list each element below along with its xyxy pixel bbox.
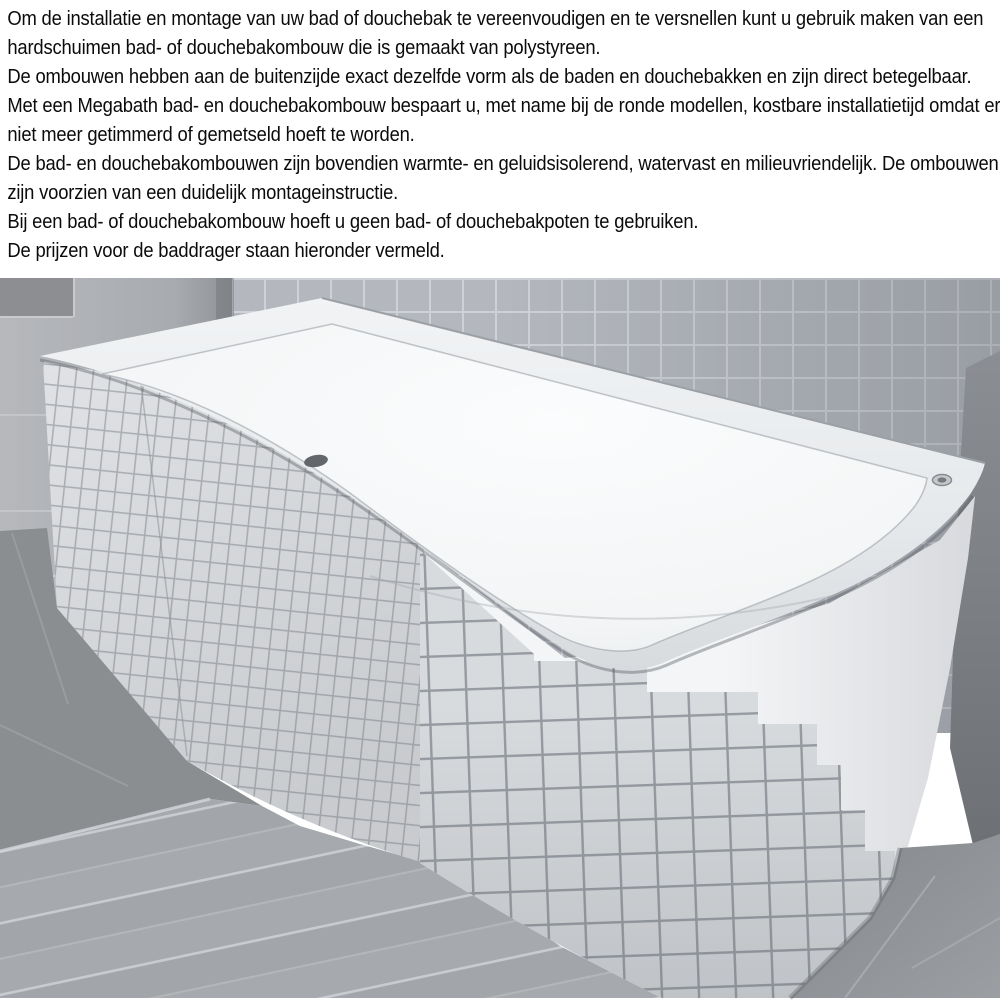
text-line: niet meer getimmerd of gemetseld hoeft te worden.	[7, 124, 415, 146]
text-line: De ombouwen hebben aan de buitenzijde exact dezelfde vorm als de baden en douchebakken en zijn direct betegelbaar.	[7, 66, 972, 88]
overflow-hole	[933, 475, 952, 486]
text-line: zijn voorzien van een duidelijk montageinstructie.	[7, 182, 399, 204]
intro-text	[0, 0, 1000, 266]
product-photo	[0, 278, 1000, 1000]
text-line: Met een Megabath bad- en douchebakombouw bespaart u, met name bij de ronde modellen, kostbare installatietijd omdat er	[7, 95, 1000, 117]
text-line: Om de installatie en montage van uw bad of douchebak te vereenvoudigen en te versnellen kunt u gebruik maken van een	[7, 8, 984, 30]
bathroom-scene	[0, 278, 1000, 1000]
dark-wall-tile	[0, 278, 73, 316]
text-line: De bad- en douchebakombouwen zijn bovendien warmte- en geluidsisolerend, watervast en milieuvriendelijk. De ombouwen	[7, 153, 999, 175]
text-line: Bij een bad- of douchebakombouw hoeft u geen bad- of douchebakpoten te gebruiken.	[7, 211, 699, 233]
text-line: De prijzen voor de baddrager staan hieronder vermeld.	[7, 240, 445, 262]
text-line: hardschuimen bad- of douchebakombouw die is gemaakt van polystyreen.	[7, 37, 601, 59]
